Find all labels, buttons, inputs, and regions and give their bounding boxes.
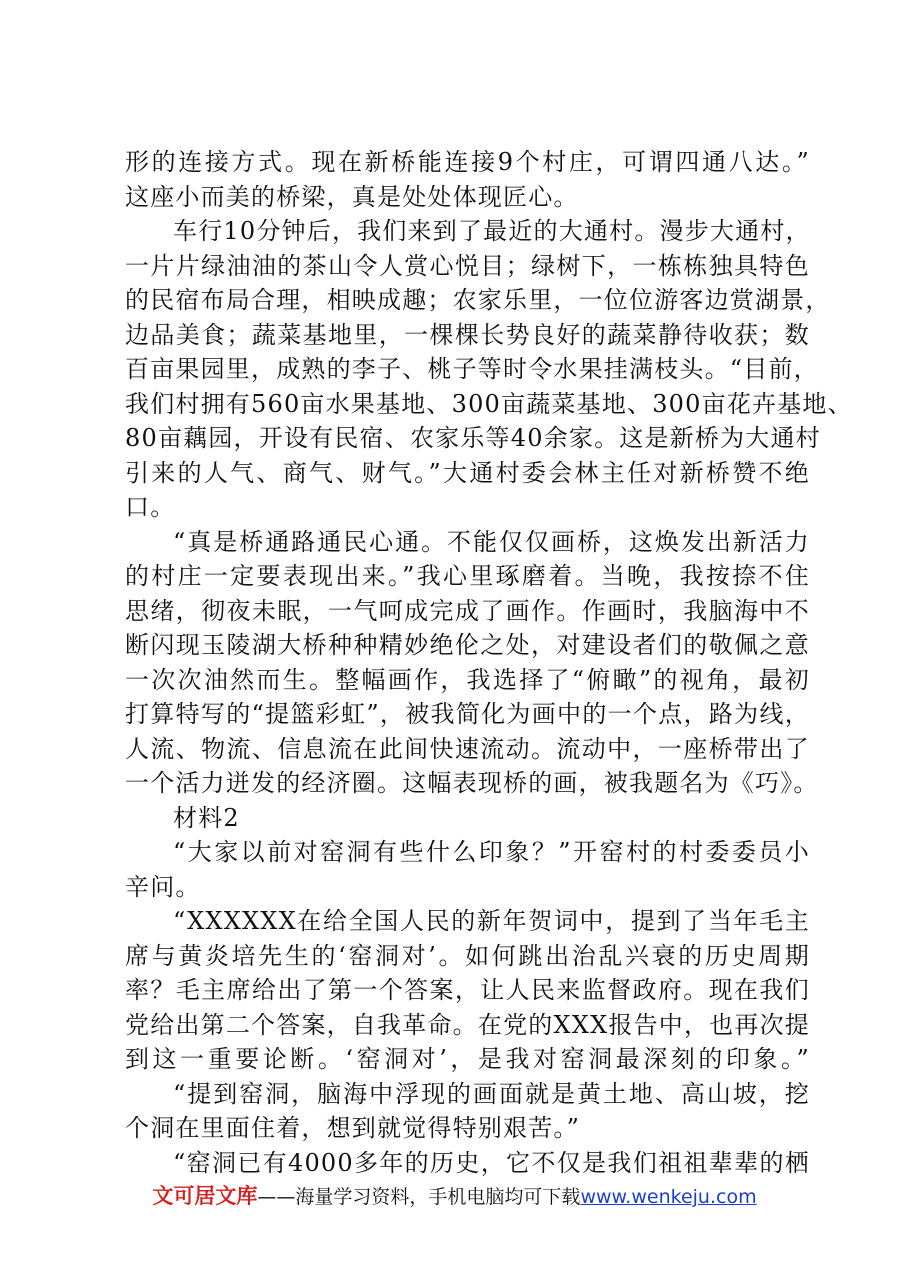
text-line: “大家以前对窑洞有些什么印象？”开窑村的村委委员小 xyxy=(173,838,810,866)
text-line: 辛问。 xyxy=(125,872,201,901)
footer-banner xyxy=(0,1180,909,1210)
text-line: 断闪现玉陵湖大桥种种精妙绝伦之处，对建设者们的敬佩之意 xyxy=(125,631,810,659)
footer-link[interactable]: www.wenkeju.com xyxy=(580,1186,757,1208)
text-line: 引来的人气、商气、财气。”大通村委会林主任对新桥赞不绝 xyxy=(125,458,810,487)
text-line: 席与黄炎培先生的‘窑洞对’。如何跳出治乱兴衰的历史周期 xyxy=(125,941,810,970)
text-line: 一次次油然而生。整幅画作，我选择了“俯瞰”的视角，最初 xyxy=(125,665,810,694)
text-line: 的村庄一定要表现出来。”我心里琢磨着。当晚，我按捺不住 xyxy=(125,562,810,590)
text-line: 的民宿布局合理，相映成趣；农家乐里，一位位游客边赏湖景， xyxy=(125,286,831,314)
text-line: 个洞在里面住着，想到就觉得特别艰苦。” xyxy=(125,1114,581,1142)
document-body xyxy=(125,145,853,1180)
text-line: 车行10分钟后，我们来到了最近的大通村。漫步大通村， xyxy=(173,217,811,245)
text-line: 打算特写的“提篮彩虹”，被我简化为画中的一个点，路为线， xyxy=(125,700,810,728)
footer-brand: 文可居文库 xyxy=(152,1184,258,1208)
text-line: 材料2 xyxy=(173,803,240,832)
text-line: 边品美食；蔬菜基地里，一棵棵长势良好的蔬菜静待收获；数 xyxy=(125,320,810,349)
text-line: 率？毛主席给出了第一个答案，让人民来监督政府。现在我们 xyxy=(125,976,810,1004)
text-line: “窑洞已有4000多年的历史，它不仅是我们祖祖辈辈的栖 xyxy=(173,1148,810,1177)
text-line: 一个活力迸发的经济圈。这幅表现桥的画，被我题名为《巧》。 xyxy=(125,769,819,797)
text-line: “提到窑洞，脑海中浮现的画面就是黄土地、高山坡，挖 xyxy=(173,1079,810,1108)
text-line: 口。 xyxy=(125,493,176,521)
text-line: 我们村拥有560亩水果基地、300亩蔬菜基地、300亩花卉基地、 xyxy=(125,389,853,418)
footer-slogan: ——海量学习资料，手机电脑均可下载 xyxy=(257,1186,581,1208)
text-line: 形的连接方式。现在新桥能连接9个村庄，可谓四通八达。” xyxy=(125,148,810,176)
text-line: 这座小而美的桥梁，真是处处体现匠心。 xyxy=(125,182,579,211)
text-line: 党给出第二个答案，自我革命。在党的XXX报告中，也再次提 xyxy=(125,1010,810,1039)
text-line: 一片片绿油油的茶山令人赏心悦目；绿树下，一栋栋独具特色 xyxy=(125,251,810,280)
text-line: 到这一重要论断。‘窑洞对’，是我对窑洞最深刻的印象。” xyxy=(125,1045,810,1073)
text-line: 百亩果园里，成熟的李子、桃子等时令水果挂满枝头。“目前， xyxy=(125,355,819,383)
text-line: 80亩藕园，开设有民宿、农家乐等40余家。这是新桥为大通村 xyxy=(125,424,821,452)
text-line: 思绪，彻夜未眠，一气呵成完成了画作。作画时，我脑海中不 xyxy=(125,596,810,625)
text-line: “真是桥通路通民心通。不能仅仅画桥，这焕发出新活力 xyxy=(173,527,810,556)
text-line: 人流、物流、信息流在此间快速流动。流动中，一座桥带出了 xyxy=(125,734,810,763)
text-line: “XXXXXX在给全国人民的新年贺词中，提到了当年毛主 xyxy=(173,907,810,935)
